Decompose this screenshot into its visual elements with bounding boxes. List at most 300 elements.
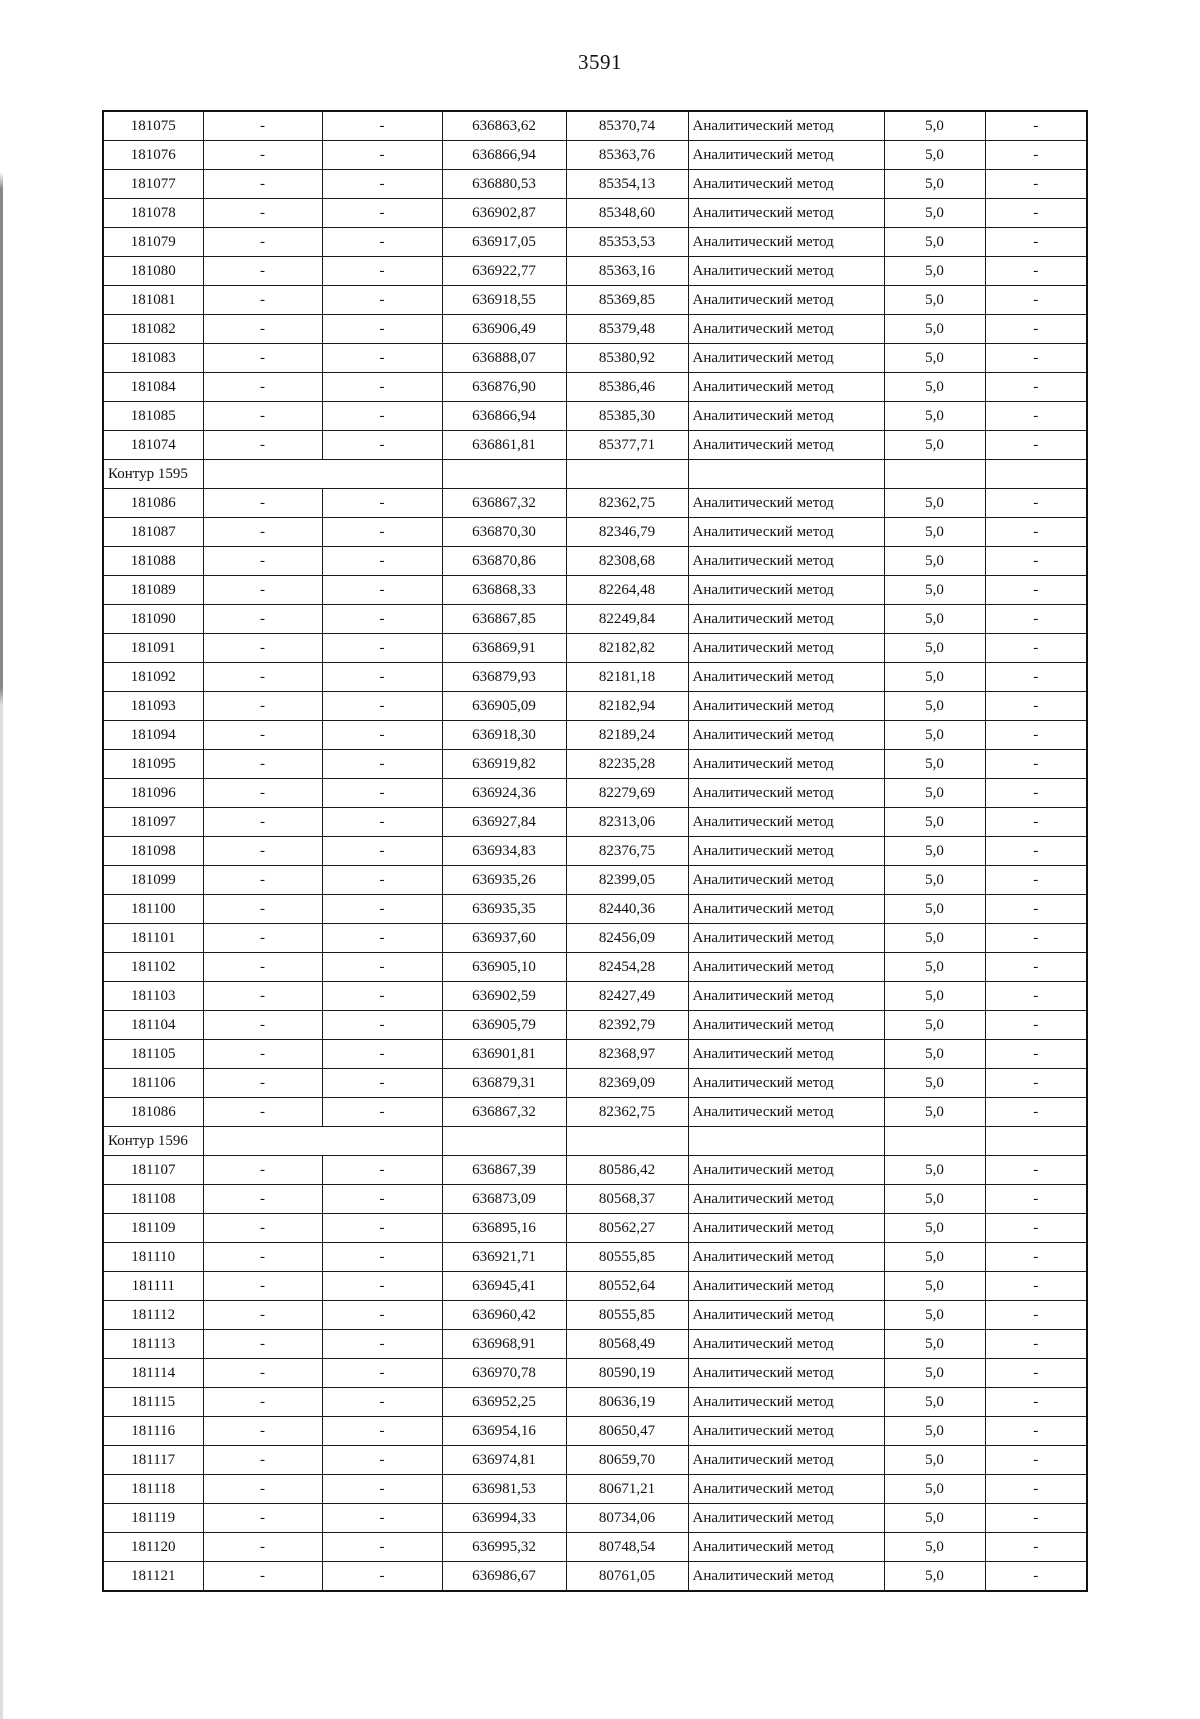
accuracy-cell: 5,0 [884, 1446, 985, 1475]
accuracy-cell: 5,0 [884, 1533, 985, 1562]
y-coordinate-cell: 85363,76 [566, 141, 688, 170]
dash-cell: - [203, 402, 322, 431]
x-coordinate-cell: 636954,16 [442, 1417, 566, 1446]
accuracy-cell: 5,0 [884, 982, 985, 1011]
y-coordinate-cell: 82182,94 [566, 692, 688, 721]
table-row [103, 315, 1087, 344]
x-coordinate-cell: 636901,81 [442, 1040, 566, 1069]
x-coordinate-cell: 636970,78 [442, 1359, 566, 1388]
dash-cell: - [985, 1243, 1087, 1272]
point-id-cell: 181080 [103, 257, 203, 286]
scan-edge [0, 0, 3, 1719]
point-id-cell: 181097 [103, 808, 203, 837]
y-coordinate-cell: 82189,24 [566, 721, 688, 750]
table-row [103, 1185, 1087, 1214]
table-row [103, 692, 1087, 721]
dash-cell: - [203, 373, 322, 402]
dash-cell: - [203, 779, 322, 808]
y-coordinate-cell: 82235,28 [566, 750, 688, 779]
accuracy-cell: 5,0 [884, 1417, 985, 1446]
y-coordinate-cell: 85348,60 [566, 199, 688, 228]
empty-cell [566, 460, 688, 489]
table-row [103, 286, 1087, 315]
dash-cell: - [203, 1243, 322, 1272]
accuracy-cell: 5,0 [884, 373, 985, 402]
contour-header-row [103, 460, 1087, 489]
x-coordinate-cell: 636935,26 [442, 866, 566, 895]
dash-cell: - [203, 1156, 322, 1185]
table-body [103, 111, 1087, 1591]
x-coordinate-cell: 636902,87 [442, 199, 566, 228]
dash-cell: - [985, 663, 1087, 692]
table-row [103, 1272, 1087, 1301]
dash-cell: - [203, 111, 322, 141]
dash-cell: - [203, 663, 322, 692]
point-id-cell: 181107 [103, 1156, 203, 1185]
method-cell: Аналитический метод [688, 750, 884, 779]
x-coordinate-cell: 636945,41 [442, 1272, 566, 1301]
method-cell: Аналитический метод [688, 1330, 884, 1359]
dash-cell: - [322, 1156, 442, 1185]
x-coordinate-cell: 636876,90 [442, 373, 566, 402]
empty-cell [985, 1127, 1087, 1156]
dash-cell: - [985, 141, 1087, 170]
method-cell: Аналитический метод [688, 1301, 884, 1330]
method-cell: Аналитический метод [688, 1011, 884, 1040]
dash-cell: - [203, 750, 322, 779]
point-id-cell: 181105 [103, 1040, 203, 1069]
accuracy-cell: 5,0 [884, 1330, 985, 1359]
x-coordinate-cell: 636937,60 [442, 924, 566, 953]
table-row [103, 228, 1087, 257]
accuracy-cell: 5,0 [884, 257, 985, 286]
accuracy-cell: 5,0 [884, 141, 985, 170]
dash-cell: - [985, 576, 1087, 605]
accuracy-cell: 5,0 [884, 1069, 985, 1098]
dash-cell: - [203, 1214, 322, 1243]
accuracy-cell: 5,0 [884, 750, 985, 779]
x-coordinate-cell: 636981,53 [442, 1475, 566, 1504]
dash-cell: - [203, 1388, 322, 1417]
point-id-cell: 181100 [103, 895, 203, 924]
dash-cell: - [203, 895, 322, 924]
table-row [103, 982, 1087, 1011]
method-cell: Аналитический метод [688, 315, 884, 344]
dash-cell: - [985, 924, 1087, 953]
y-coordinate-cell: 85370,74 [566, 111, 688, 141]
dash-cell: - [985, 170, 1087, 199]
table-row [103, 111, 1087, 141]
accuracy-cell: 5,0 [884, 605, 985, 634]
x-coordinate-cell: 636879,31 [442, 1069, 566, 1098]
dash-cell: - [203, 431, 322, 460]
accuracy-cell: 5,0 [884, 402, 985, 431]
dash-cell: - [322, 924, 442, 953]
empty-cell [884, 460, 985, 489]
dash-cell: - [985, 808, 1087, 837]
dash-cell: - [203, 518, 322, 547]
accuracy-cell: 5,0 [884, 663, 985, 692]
accuracy-cell: 5,0 [884, 1214, 985, 1243]
dash-cell: - [322, 1475, 442, 1504]
method-cell: Аналитический метод [688, 518, 884, 547]
table-row [103, 1098, 1087, 1127]
dash-cell: - [203, 1475, 322, 1504]
dash-cell: - [985, 1562, 1087, 1592]
dash-cell: - [985, 1330, 1087, 1359]
method-cell: Аналитический метод [688, 895, 884, 924]
dash-cell: - [322, 692, 442, 721]
table-row [103, 663, 1087, 692]
y-coordinate-cell: 80552,64 [566, 1272, 688, 1301]
point-id-cell: 181090 [103, 605, 203, 634]
point-id-cell: 181085 [103, 402, 203, 431]
dash-cell: - [322, 982, 442, 1011]
table-row [103, 141, 1087, 170]
empty-cell [884, 1127, 985, 1156]
y-coordinate-cell: 85385,30 [566, 402, 688, 431]
dash-cell: - [985, 1156, 1087, 1185]
empty-cell [442, 1127, 566, 1156]
dash-cell: - [203, 634, 322, 663]
point-id-cell: 181082 [103, 315, 203, 344]
method-cell: Аналитический метод [688, 634, 884, 663]
dash-cell: - [203, 924, 322, 953]
table-row [103, 170, 1087, 199]
dash-cell: - [203, 1504, 322, 1533]
method-cell: Аналитический метод [688, 199, 884, 228]
dash-cell: - [203, 1272, 322, 1301]
coordinates-table [102, 110, 1088, 1592]
dash-cell: - [985, 1417, 1087, 1446]
table-row [103, 779, 1087, 808]
dash-cell: - [322, 489, 442, 518]
x-coordinate-cell: 636895,16 [442, 1214, 566, 1243]
dash-cell: - [322, 663, 442, 692]
x-coordinate-cell: 636866,94 [442, 402, 566, 431]
point-id-cell: 181101 [103, 924, 203, 953]
table-row [103, 750, 1087, 779]
method-cell: Аналитический метод [688, 547, 884, 576]
dash-cell: - [985, 1069, 1087, 1098]
dash-cell: - [203, 344, 322, 373]
dash-cell: - [322, 518, 442, 547]
x-coordinate-cell: 636960,42 [442, 1301, 566, 1330]
y-coordinate-cell: 85354,13 [566, 170, 688, 199]
dash-cell: - [985, 518, 1087, 547]
x-coordinate-cell: 636994,33 [442, 1504, 566, 1533]
method-cell: Аналитический метод [688, 605, 884, 634]
method-cell: Аналитический метод [688, 721, 884, 750]
table-row [103, 1040, 1087, 1069]
dash-cell: - [203, 982, 322, 1011]
method-cell: Аналитический метод [688, 1214, 884, 1243]
x-coordinate-cell: 636869,91 [442, 634, 566, 663]
dash-cell: - [203, 576, 322, 605]
dash-cell: - [203, 257, 322, 286]
dash-cell: - [203, 721, 322, 750]
y-coordinate-cell: 82427,49 [566, 982, 688, 1011]
point-id-cell: 181086 [103, 489, 203, 518]
x-coordinate-cell: 636918,55 [442, 286, 566, 315]
dash-cell: - [203, 547, 322, 576]
method-cell: Аналитический метод [688, 1272, 884, 1301]
point-id-cell: 181121 [103, 1562, 203, 1592]
dash-cell: - [322, 721, 442, 750]
y-coordinate-cell: 82440,36 [566, 895, 688, 924]
dash-cell: - [985, 547, 1087, 576]
accuracy-cell: 5,0 [884, 1388, 985, 1417]
method-cell: Аналитический метод [688, 866, 884, 895]
table-row [103, 895, 1087, 924]
dash-cell: - [985, 431, 1087, 460]
empty-cell [203, 460, 322, 489]
contour-header-row [103, 1127, 1087, 1156]
method-cell: Аналитический метод [688, 1185, 884, 1214]
dash-cell: - [322, 779, 442, 808]
dash-cell: - [322, 1040, 442, 1069]
table-row [103, 1504, 1087, 1533]
dash-cell: - [985, 634, 1087, 663]
point-id-cell: 181104 [103, 1011, 203, 1040]
point-id-cell: 181110 [103, 1243, 203, 1272]
method-cell: Аналитический метод [688, 1069, 884, 1098]
table-row [103, 344, 1087, 373]
empty-cell [688, 1127, 884, 1156]
dash-cell: - [203, 315, 322, 344]
dash-cell: - [322, 286, 442, 315]
dash-cell: - [322, 837, 442, 866]
y-coordinate-cell: 85377,71 [566, 431, 688, 460]
table-row [103, 808, 1087, 837]
dash-cell: - [203, 1446, 322, 1475]
table-row [103, 1388, 1087, 1417]
table-row [103, 837, 1087, 866]
x-coordinate-cell: 636917,05 [442, 228, 566, 257]
dash-cell: - [322, 1069, 442, 1098]
dash-cell: - [985, 779, 1087, 808]
dash-cell: - [322, 373, 442, 402]
dash-cell: - [322, 1330, 442, 1359]
method-cell: Аналитический метод [688, 1417, 884, 1446]
accuracy-cell: 5,0 [884, 1156, 985, 1185]
y-coordinate-cell: 82279,69 [566, 779, 688, 808]
dash-cell: - [322, 866, 442, 895]
accuracy-cell: 5,0 [884, 808, 985, 837]
point-id-cell: 181083 [103, 344, 203, 373]
y-coordinate-cell: 80590,19 [566, 1359, 688, 1388]
empty-cell [566, 1127, 688, 1156]
table-row [103, 373, 1087, 402]
point-id-cell: 181079 [103, 228, 203, 257]
dash-cell: - [985, 1040, 1087, 1069]
dash-cell: - [203, 1330, 322, 1359]
y-coordinate-cell: 82392,79 [566, 1011, 688, 1040]
dash-cell: - [322, 605, 442, 634]
table-row [103, 721, 1087, 750]
table-row [103, 866, 1087, 895]
y-coordinate-cell: 85380,92 [566, 344, 688, 373]
dash-cell: - [322, 431, 442, 460]
dash-cell: - [985, 257, 1087, 286]
x-coordinate-cell: 636867,85 [442, 605, 566, 634]
y-coordinate-cell: 80659,70 [566, 1446, 688, 1475]
point-id-cell: 181102 [103, 953, 203, 982]
y-coordinate-cell: 80761,05 [566, 1562, 688, 1592]
method-cell: Аналитический метод [688, 228, 884, 257]
accuracy-cell: 5,0 [884, 1562, 985, 1592]
dash-cell: - [322, 1011, 442, 1040]
contour-label: Контур 1595 [103, 460, 203, 489]
method-cell: Аналитический метод [688, 779, 884, 808]
accuracy-cell: 5,0 [884, 692, 985, 721]
empty-cell [203, 1127, 322, 1156]
dash-cell: - [203, 199, 322, 228]
accuracy-cell: 5,0 [884, 431, 985, 460]
x-coordinate-cell: 636888,07 [442, 344, 566, 373]
method-cell: Аналитический метод [688, 257, 884, 286]
point-id-cell: 181081 [103, 286, 203, 315]
accuracy-cell: 5,0 [884, 1185, 985, 1214]
point-id-cell: 181108 [103, 1185, 203, 1214]
method-cell: Аналитический метод [688, 924, 884, 953]
point-id-cell: 181095 [103, 750, 203, 779]
dash-cell: - [203, 1562, 322, 1592]
dash-cell: - [322, 1301, 442, 1330]
accuracy-cell: 5,0 [884, 489, 985, 518]
y-coordinate-cell: 80568,37 [566, 1185, 688, 1214]
dash-cell: - [322, 402, 442, 431]
method-cell: Аналитический метод [688, 373, 884, 402]
dash-cell: - [985, 837, 1087, 866]
dash-cell: - [322, 257, 442, 286]
point-id-cell: 181086 [103, 1098, 203, 1127]
method-cell: Аналитический метод [688, 576, 884, 605]
y-coordinate-cell: 80568,49 [566, 1330, 688, 1359]
x-coordinate-cell: 636902,59 [442, 982, 566, 1011]
y-coordinate-cell: 82182,82 [566, 634, 688, 663]
x-coordinate-cell: 636861,81 [442, 431, 566, 460]
method-cell: Аналитический метод [688, 489, 884, 518]
accuracy-cell: 5,0 [884, 547, 985, 576]
accuracy-cell: 5,0 [884, 1040, 985, 1069]
dash-cell: - [985, 1098, 1087, 1127]
accuracy-cell: 5,0 [884, 111, 985, 141]
dash-cell: - [203, 837, 322, 866]
dash-cell: - [203, 953, 322, 982]
table-row [103, 1359, 1087, 1388]
y-coordinate-cell: 85386,46 [566, 373, 688, 402]
accuracy-cell: 5,0 [884, 1272, 985, 1301]
dash-cell: - [322, 1533, 442, 1562]
y-coordinate-cell: 80734,06 [566, 1504, 688, 1533]
x-coordinate-cell: 636905,79 [442, 1011, 566, 1040]
table-row [103, 402, 1087, 431]
empty-cell [322, 460, 442, 489]
table-row [103, 1069, 1087, 1098]
accuracy-cell: 5,0 [884, 1243, 985, 1272]
point-id-cell: 181084 [103, 373, 203, 402]
x-coordinate-cell: 636927,84 [442, 808, 566, 837]
y-coordinate-cell: 80636,19 [566, 1388, 688, 1417]
method-cell: Аналитический метод [688, 111, 884, 141]
x-coordinate-cell: 636867,32 [442, 1098, 566, 1127]
dash-cell: - [322, 1272, 442, 1301]
method-cell: Аналитический метод [688, 141, 884, 170]
dash-cell: - [985, 895, 1087, 924]
dash-cell: - [203, 1011, 322, 1040]
y-coordinate-cell: 82181,18 [566, 663, 688, 692]
dash-cell: - [985, 199, 1087, 228]
accuracy-cell: 5,0 [884, 1359, 985, 1388]
method-cell: Аналитический метод [688, 1562, 884, 1592]
dash-cell: - [203, 1185, 322, 1214]
dash-cell: - [203, 1069, 322, 1098]
dash-cell: - [322, 141, 442, 170]
empty-cell [985, 460, 1087, 489]
accuracy-cell: 5,0 [884, 1504, 985, 1533]
y-coordinate-cell: 82399,05 [566, 866, 688, 895]
dash-cell: - [203, 1301, 322, 1330]
dash-cell: - [985, 1185, 1087, 1214]
dash-cell: - [203, 141, 322, 170]
table-row [103, 199, 1087, 228]
empty-cell [442, 460, 566, 489]
method-cell: Аналитический метод [688, 402, 884, 431]
dash-cell: - [985, 721, 1087, 750]
dash-cell: - [322, 170, 442, 199]
table-row [103, 1011, 1087, 1040]
accuracy-cell: 5,0 [884, 779, 985, 808]
y-coordinate-cell: 80555,85 [566, 1243, 688, 1272]
dash-cell: - [203, 692, 322, 721]
table-row [103, 547, 1087, 576]
dash-cell: - [322, 808, 442, 837]
method-cell: Аналитический метод [688, 1359, 884, 1388]
method-cell: Аналитический метод [688, 1533, 884, 1562]
dash-cell: - [985, 111, 1087, 141]
point-id-cell: 181092 [103, 663, 203, 692]
dash-cell: - [203, 605, 322, 634]
dash-cell: - [985, 605, 1087, 634]
x-coordinate-cell: 636866,94 [442, 141, 566, 170]
y-coordinate-cell: 82264,48 [566, 576, 688, 605]
dash-cell: - [322, 953, 442, 982]
table-row [103, 1330, 1087, 1359]
dash-cell: - [322, 1359, 442, 1388]
method-cell: Аналитический метод [688, 663, 884, 692]
accuracy-cell: 5,0 [884, 866, 985, 895]
accuracy-cell: 5,0 [884, 286, 985, 315]
dash-cell: - [322, 634, 442, 663]
dash-cell: - [985, 489, 1087, 518]
x-coordinate-cell: 636880,53 [442, 170, 566, 199]
dash-cell: - [985, 344, 1087, 373]
dash-cell: - [203, 170, 322, 199]
y-coordinate-cell: 85353,53 [566, 228, 688, 257]
dash-cell: - [322, 1562, 442, 1592]
dash-cell: - [322, 111, 442, 141]
point-id-cell: 181116 [103, 1417, 203, 1446]
point-id-cell: 181088 [103, 547, 203, 576]
table-row [103, 924, 1087, 953]
table-row [103, 1301, 1087, 1330]
method-cell: Аналитический метод [688, 808, 884, 837]
table-row [103, 1156, 1087, 1185]
method-cell: Аналитический метод [688, 170, 884, 199]
dash-cell: - [203, 228, 322, 257]
x-coordinate-cell: 636867,32 [442, 489, 566, 518]
